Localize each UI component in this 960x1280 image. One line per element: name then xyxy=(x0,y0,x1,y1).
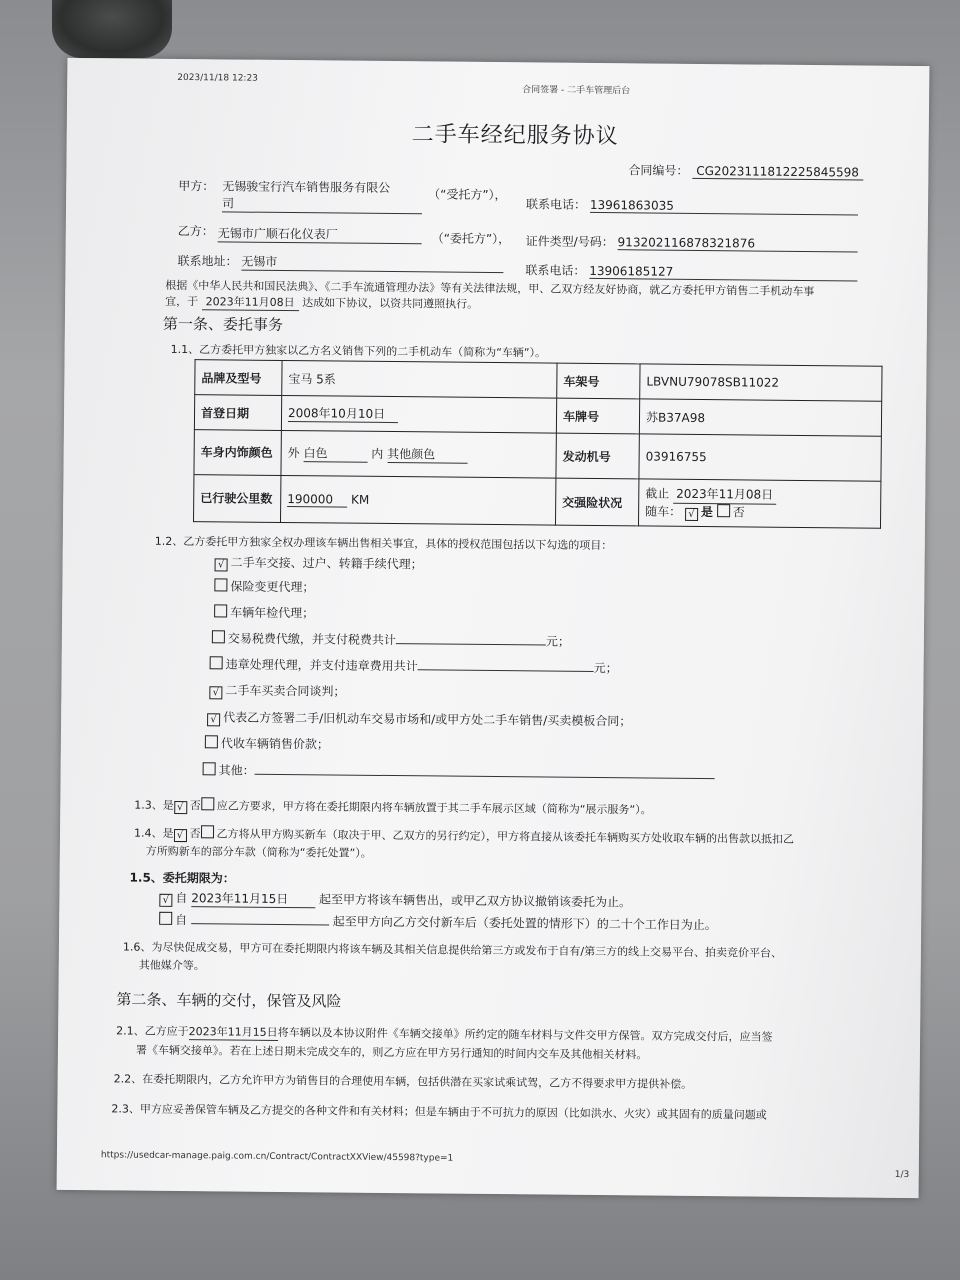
term-start-date: 2023年11月15日 xyxy=(191,889,315,908)
preamble-line2 xyxy=(165,293,478,313)
vin-value: LBVNU79078SB11022 xyxy=(640,364,882,401)
contract-number-label: 合同编号： xyxy=(628,163,689,178)
background-object xyxy=(52,0,172,58)
print-datetime: 2023/11/18 12:23 xyxy=(177,72,258,84)
document-title: 二手车经纪服务协议 xyxy=(411,122,619,150)
contract-number: CG2023111812225845598 xyxy=(692,164,863,181)
section-1-title: 第一条、委托事务 xyxy=(162,314,284,334)
clause-text: 否 xyxy=(189,799,201,813)
reg-date-value: 2008年10月10日 xyxy=(288,404,398,423)
mileage-unit: KM xyxy=(350,492,370,507)
checkbox-empty-icon[interactable] xyxy=(214,578,227,591)
clause-1-6-line2: 其他媒介等。 xyxy=(138,958,205,973)
term-option-text: 起至甲方将该车辆售出，或甲乙双方协议撤销该委托为止。 xyxy=(318,892,632,910)
color-cell xyxy=(281,430,556,478)
checkbox-empty-icon[interactable] xyxy=(159,912,172,925)
party-b-id: 913202116878321876 xyxy=(618,235,858,252)
page-number: 1/3 xyxy=(894,1169,910,1181)
clause-1-6-line1: 1.6、为尽快促成交易，甲方可在委托期限内将该车辆及其相关信息提供给第三方或发布于自有/第三方的线上交易平台、拍卖竞价平台、 xyxy=(122,940,783,960)
checkbox-checked-icon[interactable]: √ xyxy=(207,713,220,726)
clause-1-1: 1.1、乙方委托甲方独家以乙方名义销售下列的二手机动车（简称为“车辆”）。 xyxy=(170,342,547,360)
auth-item-label: 违章处理代理，并支付违章费用共计 xyxy=(225,657,418,674)
party-a-name-line1: 无锡骏宝行汽车销售服务有限公 xyxy=(222,179,391,195)
clause-1-4-line2: 方所购新车的部分车款（简称为“委托处置”）。 xyxy=(145,844,372,860)
clause-text: 乙方将从甲方购买新车（取决于甲、乙双方的另行约定），甲方将直接从该委托车辆购买方处收取车辆的出售款以抵扣乙 xyxy=(216,827,795,846)
preamble-line1: 根据《中华人民共和国民法典》、《二手车流通管理办法》等有关法律法规，甲、乙双方经友好协商，就乙方委托甲方销售二手机动车事 xyxy=(165,278,815,299)
auth-item-label: 二手车交接、过户、转籍手续代理； xyxy=(230,555,423,572)
party-b-name-row xyxy=(218,224,422,244)
color-ext-label: 外 xyxy=(287,446,300,461)
yes-label: 是 xyxy=(700,504,714,519)
section-2-title: 第二条、车辆的交付，保管及风险 xyxy=(116,990,342,1011)
clause-1-3 xyxy=(134,797,652,819)
party-a-role: （“受托方”）， xyxy=(428,187,507,203)
checkbox-empty-icon[interactable] xyxy=(210,656,223,669)
party-b-id-row xyxy=(526,232,858,252)
engine-label: 发动机号 xyxy=(556,433,639,479)
preamble-text-a: 宜，于 xyxy=(165,294,199,309)
mileage-value: 190000 xyxy=(287,492,347,508)
party-a-phone: 13961863035 xyxy=(590,198,858,216)
checkbox-empty-icon[interactable] xyxy=(214,604,227,617)
term-option-1 xyxy=(159,889,631,912)
contract-page xyxy=(57,58,930,1198)
auth-item-label: 交易税费代缴，并支付税费共计 xyxy=(227,631,396,648)
clause-2-2: 2.2、在委托期限内，乙方允许甲方为销售目的合理使用车辆，包括供潜在买家试乘试驾，乙方不得要求甲方提供补偿。 xyxy=(113,1072,693,1091)
other-field[interactable] xyxy=(255,774,715,779)
plate-value: 苏B37A98 xyxy=(639,399,881,436)
authorization-item xyxy=(214,603,314,621)
checkbox-empty-icon[interactable] xyxy=(203,762,216,775)
color-int-label: 内 xyxy=(371,446,384,461)
checkbox-empty-icon[interactable] xyxy=(200,825,213,838)
brand-label: 品牌及型号 xyxy=(195,360,282,396)
plate-label: 车牌号 xyxy=(556,398,639,434)
insurance-cell xyxy=(638,479,880,528)
clause-text: 否 xyxy=(189,827,201,841)
vehicle-info-table xyxy=(193,359,883,529)
delivery-date: 2023年11月15日 xyxy=(188,1025,278,1039)
party-a-name xyxy=(222,177,422,214)
checkbox-checked-icon[interactable]: √ xyxy=(173,829,186,842)
party-b-address-row xyxy=(177,252,503,273)
mileage-label: 已行驶公里数 xyxy=(194,475,281,523)
auth-item-label: 代表乙方签署二手/旧机动车交易市场和/或甲方处二手车销售/买卖模板合同； xyxy=(223,710,632,729)
authorization-item xyxy=(205,734,329,752)
auth-item-label: 保险变更代理； xyxy=(230,579,315,595)
vin-label: 车架号 xyxy=(557,363,640,399)
engine-value: 03916755 xyxy=(639,434,881,481)
print-site-title: 合同签署 - 二手车管理后台 xyxy=(522,85,631,97)
party-b-address-label: 联系地址： xyxy=(177,253,238,269)
term-option-2 xyxy=(159,911,717,933)
auth-item-label: 代收车辆销售价款； xyxy=(220,736,329,752)
reg-date-label: 首登日期 xyxy=(194,395,281,431)
term-option-text: 起至甲方向乙方交付新车后（委托处置的情形下）的二十个工作日为止。 xyxy=(332,914,717,933)
preamble-text-b: 达成如下协议，以资共同遵照执行。 xyxy=(302,296,479,311)
insurance-label: 交强险状况 xyxy=(555,478,638,526)
clause-text: 2.1、乙方应于 xyxy=(116,1024,189,1039)
color-int-value: 其他颜色 xyxy=(387,445,467,464)
clause-2-3: 2.3、甲方应妥善保管车辆及乙方提交的各种文件和有关材料；但是车辆由于不可抗力的原因（比如洪水、火灾）或其固有的质量问题或 xyxy=(111,1102,767,1122)
checkbox-empty-icon[interactable] xyxy=(717,504,730,517)
authorization-item xyxy=(212,629,570,649)
party-b-phone-row xyxy=(525,261,857,281)
term-from-label: 自 xyxy=(175,912,188,928)
checkbox-empty-icon[interactable] xyxy=(201,797,214,810)
insurance-until-date: 2023年11月08日 xyxy=(673,485,776,504)
checkbox-empty-icon[interactable] xyxy=(212,630,225,643)
contract-number-row xyxy=(628,161,863,180)
party-a-phone-label: 联系电话： xyxy=(526,197,587,212)
auth-item-suffix: 元； xyxy=(545,634,570,649)
party-a-phone-row xyxy=(526,195,858,215)
auth-item-label: 二手车买卖合同谈判； xyxy=(225,683,346,699)
print-footer-url: https://usedcar-manage.paig.com.cn/Contract/ContractXXView/45598?type=1 xyxy=(100,1150,454,1164)
agreement-date: 2023年11月08日 xyxy=(202,293,299,311)
mileage-cell xyxy=(281,475,556,525)
term-from-label: 自 xyxy=(175,890,188,906)
checkbox-checked-icon[interactable]: √ xyxy=(685,507,698,520)
auth-item-label: 其他： xyxy=(218,763,255,778)
party-b-phone-label: 联系电话： xyxy=(525,263,586,278)
party-b-id-label: 证件类型/号码： xyxy=(525,234,614,250)
party-b-label: 乙方： xyxy=(177,223,214,239)
clause-text: 应乙方要求，甲方将在委托期限内将车辆放置于其二手车展示区域（简称为“展示服务”）。 xyxy=(216,799,652,817)
clause-1-5-title: 1.5、委托期限为： xyxy=(129,870,235,886)
color-ext-value: 白色 xyxy=(303,444,367,463)
authorization-item xyxy=(210,655,618,676)
authorization-item xyxy=(215,553,423,573)
authorization-item xyxy=(209,681,345,700)
checkbox-checked-icon[interactable]: √ xyxy=(209,686,222,699)
party-b-phone: 13906185127 xyxy=(589,264,857,282)
checkbox-checked-icon[interactable]: √ xyxy=(159,894,172,907)
clause-text: 1.4、是 xyxy=(133,826,174,840)
auth-item-suffix: 元； xyxy=(593,660,618,676)
clause-1-2-intro: 1.2、乙方委托甲方独家全权办理该车辆出售相关事宜，具体的授权范围包括以下勾选的项目： xyxy=(154,534,613,553)
party-a-label: 甲方： xyxy=(178,178,215,194)
clause-2-1-line2: 署《车辆交接单》。若在上述日期未完成交车的，则乙方应在甲方另行通知的时间内交车及其他相关材料。 xyxy=(135,1043,648,1062)
color-label: 车身内饰颜色 xyxy=(194,430,281,476)
checkbox-checked-icon[interactable]: √ xyxy=(174,801,187,814)
checkbox-checked-icon[interactable]: √ xyxy=(215,558,228,571)
clause-text: 1.3、是 xyxy=(134,798,174,812)
authorization-item xyxy=(207,708,631,730)
party-b-address: 无锡市 xyxy=(241,253,503,274)
party-b-role: （“委托方”）， xyxy=(431,231,511,247)
checkbox-empty-icon[interactable] xyxy=(205,735,218,748)
authorization-item xyxy=(214,577,314,595)
table-row xyxy=(194,430,881,482)
party-a-name-line2: 司 xyxy=(222,194,422,214)
authorization-item xyxy=(203,761,715,783)
term-start-date-empty[interactable] xyxy=(191,923,329,925)
party-b-name: 无锡市广顺石化仪表厂 xyxy=(218,224,422,244)
auth-item-label: 车辆年检代理； xyxy=(230,605,315,621)
insurance-until-label: 截止 xyxy=(645,485,670,501)
clause-text: 将车辆以及本协议附件《车辆交接单》所约定的随车材料与文件交甲方保管。双方完成交付后，应当签 xyxy=(277,1025,773,1044)
insurance-with-car-label: 随车： xyxy=(645,503,682,519)
table-row xyxy=(194,475,881,529)
brand-value: 宝马 5系 xyxy=(282,360,557,398)
violation-amount-field[interactable] xyxy=(418,669,594,672)
reg-date-cell xyxy=(281,395,556,433)
tax-amount-field[interactable] xyxy=(396,643,546,645)
no-label: 否 xyxy=(732,504,745,519)
